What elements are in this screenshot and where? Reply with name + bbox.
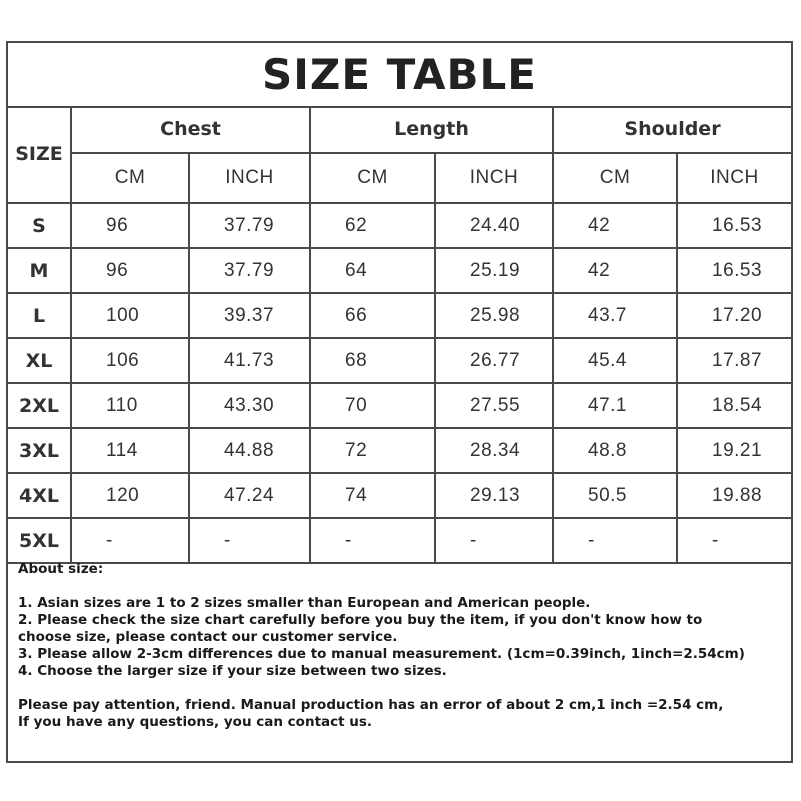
table-cell: 44.88 [189, 428, 310, 473]
table-cell: - [71, 518, 189, 563]
table-cell: 17.20 [677, 293, 791, 338]
table-cell: 42 [553, 248, 677, 293]
table-cell: 43.30 [189, 383, 310, 428]
table-cell: 64 [310, 248, 435, 293]
table-cell: 19.88 [677, 473, 791, 518]
size-notes [8, 545, 791, 731]
length-header: Length [310, 106, 553, 153]
table-cell: 106 [71, 338, 189, 383]
table-cell: 96 [71, 248, 189, 293]
table-cell: 72 [310, 428, 435, 473]
table-row [8, 473, 791, 518]
table-cell: 26.77 [435, 338, 553, 383]
table-body [8, 203, 791, 563]
unit-header: INCH [435, 153, 553, 203]
unit-header: INCH [677, 153, 791, 203]
table-cell: 120 [71, 473, 189, 518]
size-label: 5XL [8, 518, 71, 563]
table-cell: 19.21 [677, 428, 791, 473]
table-row [8, 383, 791, 428]
table-cell: 47.24 [189, 473, 310, 518]
size-label: XL [8, 338, 71, 383]
notes-footer: Please pay attention, friend. Manual production has an error of about 2 cm,1 inch =2.54 cm, If you have any questions, you can contact us. [18, 697, 724, 730]
table-cell: 100 [71, 293, 189, 338]
table-cell: 17.87 [677, 338, 791, 383]
table-cell: 68 [310, 338, 435, 383]
note-item: 2. Please check the size chart carefully before you buy the item, if you don't know how to choose size, please contact our customer service. [18, 612, 703, 645]
table-row [8, 338, 791, 383]
notes-heading: About size: [18, 561, 104, 577]
table-cell: 24.40 [435, 203, 553, 248]
table-cell: 29.13 [435, 473, 553, 518]
size-label: S [8, 203, 71, 248]
table-cell: 18.54 [677, 383, 791, 428]
unit-header: CM [553, 153, 677, 203]
table-cell: - [310, 518, 435, 563]
group-header-row [8, 106, 791, 153]
table-row [8, 248, 791, 293]
size-table-frame [6, 41, 793, 763]
size-label: M [8, 248, 71, 293]
table-cell: 66 [310, 293, 435, 338]
table-cell: 42 [553, 203, 677, 248]
table-cell: 37.79 [189, 203, 310, 248]
page-title: SIZE TABLE [261, 50, 537, 99]
title-row [8, 43, 791, 108]
unit-header: INCH [189, 153, 310, 203]
table-cell: 25.19 [435, 248, 553, 293]
table-cell: - [677, 518, 791, 563]
table-cell: 25.98 [435, 293, 553, 338]
table-cell: 28.34 [435, 428, 553, 473]
table-cell: - [189, 518, 310, 563]
table-cell: 47.1 [553, 383, 677, 428]
size-label: 2XL [8, 383, 71, 428]
table-cell: 74 [310, 473, 435, 518]
table-cell: - [553, 518, 677, 563]
size-header: SIZE [8, 106, 71, 203]
table-cell: 62 [310, 203, 435, 248]
chest-header: Chest [71, 106, 310, 153]
table-cell: 39.37 [189, 293, 310, 338]
table-cell: 48.8 [553, 428, 677, 473]
table-cell: 37.79 [189, 248, 310, 293]
table-cell: 110 [71, 383, 189, 428]
table-cell: 27.55 [435, 383, 553, 428]
size-grid [8, 106, 791, 564]
table-cell: 70 [310, 383, 435, 428]
table-cell: 16.53 [677, 248, 791, 293]
size-label: 4XL [8, 473, 71, 518]
note-item: 1. Asian sizes are 1 to 2 sizes smaller than European and American people. [18, 595, 591, 611]
table-cell: 50.5 [553, 473, 677, 518]
unit-header-row [8, 153, 791, 203]
table-cell: 41.73 [189, 338, 310, 383]
table-cell: 43.7 [553, 293, 677, 338]
table-row [8, 203, 791, 248]
note-item: 3. Please allow 2-3cm differences due to manual measurement. (1cm=0.39inch, 1inch=2.54cm) [18, 646, 745, 662]
note-item: 4. Choose the larger size if your size between two sizes. [18, 663, 447, 679]
table-cell: 45.4 [553, 338, 677, 383]
table-cell: 16.53 [677, 203, 791, 248]
shoulder-header: Shoulder [553, 106, 791, 153]
table-cell: - [435, 518, 553, 563]
table-cell: 96 [71, 203, 189, 248]
table-row [8, 428, 791, 473]
table-cell: 114 [71, 428, 189, 473]
size-label: 3XL [8, 428, 71, 473]
unit-header: CM [310, 153, 435, 203]
unit-header: CM [71, 153, 189, 203]
table-row [8, 293, 791, 338]
size-label: L [8, 293, 71, 338]
